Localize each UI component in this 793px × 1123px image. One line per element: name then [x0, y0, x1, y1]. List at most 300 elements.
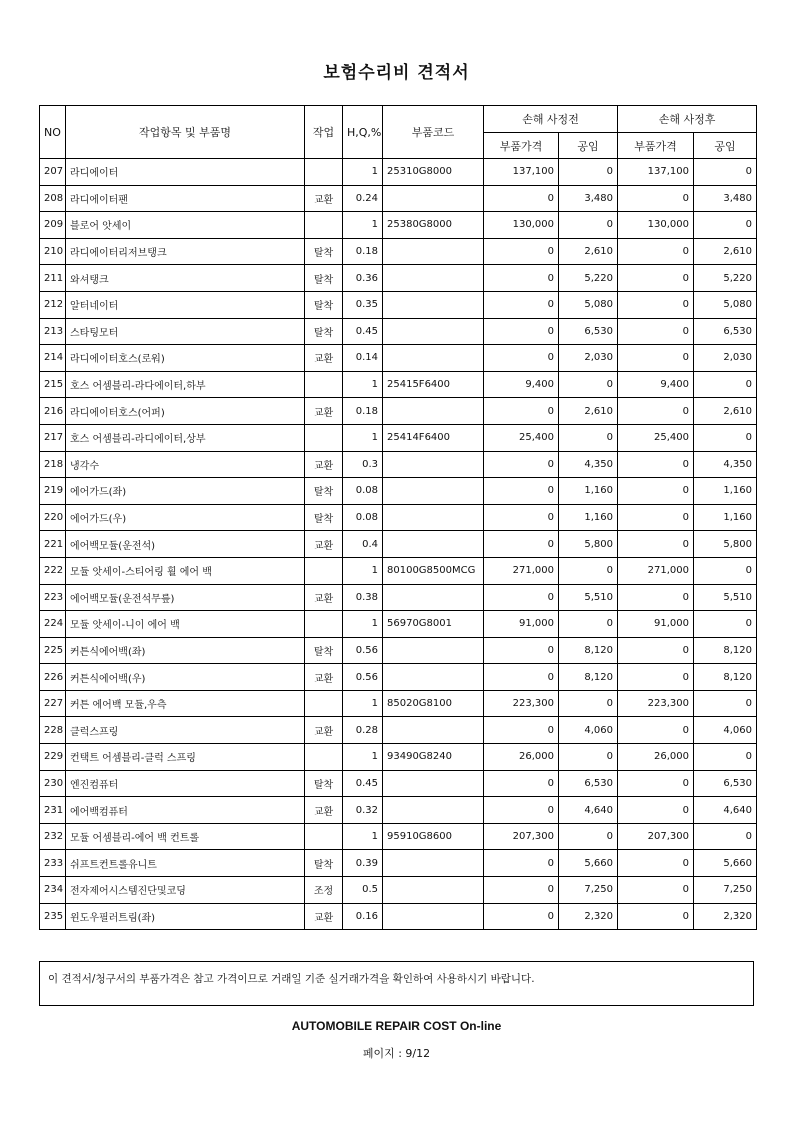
- row-before-labor: 0: [559, 159, 618, 186]
- table-row: [40, 690, 757, 717]
- row-hq: 0.56: [343, 664, 383, 691]
- row-work: 탈착: [305, 291, 343, 318]
- row-part-code: 56970G8001: [383, 611, 484, 638]
- row-part-code: [383, 318, 484, 345]
- row-after-part-price: 0: [618, 531, 694, 558]
- header-no: NO: [40, 106, 66, 159]
- row-item-name: 커튼 에어백 모듈,우측: [66, 690, 305, 717]
- row-part-code: [383, 398, 484, 425]
- row-no: 225: [40, 637, 66, 664]
- row-work: 교환: [305, 185, 343, 212]
- row-hq: 0.08: [343, 504, 383, 531]
- row-before-labor: 6,530: [559, 770, 618, 797]
- footer-service-name: AUTOMOBILE REPAIR COST On-line: [291, 1019, 502, 1033]
- table-row: [40, 345, 757, 372]
- row-item-name: 엔진컴퓨터: [66, 770, 305, 797]
- row-work: 교환: [305, 345, 343, 372]
- row-item-name: 알터네이터: [66, 291, 305, 318]
- header-work: 작업: [305, 106, 343, 159]
- row-after-labor: 2,610: [694, 238, 757, 265]
- row-before-part-price: 91,000: [484, 611, 559, 638]
- row-part-code: [383, 770, 484, 797]
- row-no: 231: [40, 797, 66, 824]
- row-after-labor: 8,120: [694, 664, 757, 691]
- row-before-part-price: 0: [484, 903, 559, 930]
- row-before-labor: 2,320: [559, 903, 618, 930]
- row-after-part-price: 0: [618, 478, 694, 505]
- row-before-labor: 1,160: [559, 504, 618, 531]
- row-before-part-price: 0: [484, 345, 559, 372]
- row-after-labor: 0: [694, 690, 757, 717]
- row-before-part-price: 0: [484, 531, 559, 558]
- document-title: 보험수리비 견적서: [323, 63, 470, 83]
- row-after-part-price: 0: [618, 291, 694, 318]
- price-notice: [39, 961, 754, 1006]
- row-item-name: 와셔탱크: [66, 265, 305, 292]
- row-before-labor: 0: [559, 212, 618, 239]
- table-row: [40, 504, 757, 531]
- row-item-name: 에어백모듈(운전석): [66, 531, 305, 558]
- row-no: 222: [40, 557, 66, 584]
- row-before-labor: 0: [559, 557, 618, 584]
- row-after-labor: 2,320: [694, 903, 757, 930]
- table-row: [40, 584, 757, 611]
- header-hq: H,Q,%: [343, 106, 383, 159]
- row-after-part-price: 0: [618, 797, 694, 824]
- row-hq: 0.08: [343, 478, 383, 505]
- row-before-part-price: 0: [484, 291, 559, 318]
- table-row: [40, 451, 757, 478]
- row-item-name: 에어가드(좌): [66, 478, 305, 505]
- row-item-name: 쉬프트컨트롤유니트: [66, 850, 305, 877]
- row-work: [305, 557, 343, 584]
- row-no: 230: [40, 770, 66, 797]
- table-row: [40, 478, 757, 505]
- row-after-part-price: 0: [618, 664, 694, 691]
- row-part-code: 25415F6400: [383, 371, 484, 398]
- row-before-part-price: 26,000: [484, 744, 559, 771]
- row-no: 226: [40, 664, 66, 691]
- row-after-labor: 0: [694, 424, 757, 451]
- table-row: [40, 877, 757, 904]
- row-after-part-price: 0: [618, 770, 694, 797]
- row-hq: 1: [343, 744, 383, 771]
- header-after-adjustment: 손해 사정후: [618, 106, 757, 133]
- row-no: 212: [40, 291, 66, 318]
- row-before-part-price: 0: [484, 717, 559, 744]
- table-row: [40, 744, 757, 771]
- row-before-part-price: 0: [484, 265, 559, 292]
- row-before-labor: 4,350: [559, 451, 618, 478]
- row-item-name: 에어백모듈(운전석무릎): [66, 584, 305, 611]
- row-after-labor: 5,510: [694, 584, 757, 611]
- row-item-name: 블로어 앗세이: [66, 212, 305, 239]
- header-item: 작업항목 및 부품명: [66, 106, 305, 159]
- row-part-code: 25414F6400: [383, 424, 484, 451]
- row-hq: 0.5: [343, 877, 383, 904]
- row-part-code: [383, 531, 484, 558]
- table-row: [40, 238, 757, 265]
- row-work: 탈착: [305, 850, 343, 877]
- row-hq: 0.36: [343, 265, 383, 292]
- row-before-part-price: 9,400: [484, 371, 559, 398]
- row-before-part-price: 0: [484, 770, 559, 797]
- row-no: 207: [40, 159, 66, 186]
- row-no: 234: [40, 877, 66, 904]
- row-item-name: 윈도우필러트림(좌): [66, 903, 305, 930]
- row-hq: 1: [343, 557, 383, 584]
- row-before-labor: 0: [559, 823, 618, 850]
- row-hq: 0.56: [343, 637, 383, 664]
- row-after-part-price: 223,300: [618, 690, 694, 717]
- row-after-part-price: 0: [618, 850, 694, 877]
- row-before-part-price: 0: [484, 797, 559, 824]
- row-no: 219: [40, 478, 66, 505]
- row-part-code: 93490G8240: [383, 744, 484, 771]
- row-before-part-price: 25,400: [484, 424, 559, 451]
- row-no: 235: [40, 903, 66, 930]
- row-hq: 0.3: [343, 451, 383, 478]
- row-work: 탈착: [305, 265, 343, 292]
- row-after-part-price: 0: [618, 584, 694, 611]
- row-no: 216: [40, 398, 66, 425]
- row-after-part-price: 25,400: [618, 424, 694, 451]
- table-row: [40, 903, 757, 930]
- row-before-part-price: 0: [484, 238, 559, 265]
- header-part-code: 부품코드: [383, 106, 484, 159]
- row-after-labor: 0: [694, 159, 757, 186]
- row-hq: 0.45: [343, 770, 383, 797]
- row-hq: 0.39: [343, 850, 383, 877]
- row-after-labor: 6,530: [694, 770, 757, 797]
- row-after-labor: 5,220: [694, 265, 757, 292]
- row-item-name: 라디에이터: [66, 159, 305, 186]
- table-row: [40, 797, 757, 824]
- row-hq: 1: [343, 212, 383, 239]
- row-item-name: 컨택트 어셈블리-클럭 스프링: [66, 744, 305, 771]
- row-before-labor: 4,640: [559, 797, 618, 824]
- row-work: [305, 212, 343, 239]
- row-part-code: [383, 797, 484, 824]
- row-after-labor: 1,160: [694, 504, 757, 531]
- row-before-part-price: 0: [484, 504, 559, 531]
- row-after-labor: 3,480: [694, 185, 757, 212]
- row-after-labor: 5,800: [694, 531, 757, 558]
- row-work: 탈착: [305, 478, 343, 505]
- row-before-part-price: 0: [484, 185, 559, 212]
- table-row: [40, 159, 757, 186]
- row-after-part-price: 0: [618, 265, 694, 292]
- row-work: [305, 744, 343, 771]
- row-hq: 1: [343, 371, 383, 398]
- row-before-labor: 2,030: [559, 345, 618, 372]
- row-after-part-price: 130,000: [618, 212, 694, 239]
- row-before-part-price: 0: [484, 478, 559, 505]
- row-part-code: [383, 504, 484, 531]
- table-row: [40, 318, 757, 345]
- row-no: 228: [40, 717, 66, 744]
- row-work: 탈착: [305, 637, 343, 664]
- row-after-part-price: 137,100: [618, 159, 694, 186]
- table-row: [40, 531, 757, 558]
- header-before-labor: 공임: [559, 133, 618, 159]
- row-part-code: [383, 717, 484, 744]
- row-hq: 1: [343, 611, 383, 638]
- row-no: 218: [40, 451, 66, 478]
- row-item-name: 스타팅모터: [66, 318, 305, 345]
- row-item-name: 클럭스프링: [66, 717, 305, 744]
- row-part-code: [383, 664, 484, 691]
- row-after-labor: 0: [694, 744, 757, 771]
- table-row: [40, 770, 757, 797]
- estimate-rows: [40, 159, 757, 930]
- table-row: [40, 398, 757, 425]
- row-part-code: [383, 238, 484, 265]
- row-work: 교환: [305, 664, 343, 691]
- table-row: [40, 265, 757, 292]
- row-part-code: 80100G8500MCG: [383, 557, 484, 584]
- row-item-name: 라디에이터호스(어퍼): [66, 398, 305, 425]
- row-after-labor: 4,640: [694, 797, 757, 824]
- row-before-part-price: 0: [484, 451, 559, 478]
- row-hq: 0.45: [343, 318, 383, 345]
- row-before-labor: 2,610: [559, 398, 618, 425]
- row-hq: 0.24: [343, 185, 383, 212]
- row-after-part-price: 0: [618, 451, 694, 478]
- row-item-name: 모듈 어셈블리-에어 백 컨트롤: [66, 823, 305, 850]
- row-after-labor: 0: [694, 371, 757, 398]
- row-after-part-price: 0: [618, 238, 694, 265]
- table-row: [40, 371, 757, 398]
- row-no: 217: [40, 424, 66, 451]
- row-before-labor: 0: [559, 424, 618, 451]
- row-item-name: 호스 어셈블리-라디에이터,상부: [66, 424, 305, 451]
- row-after-labor: 8,120: [694, 637, 757, 664]
- row-after-labor: 2,030: [694, 345, 757, 372]
- row-after-labor: 4,060: [694, 717, 757, 744]
- row-after-labor: 5,660: [694, 850, 757, 877]
- row-item-name: 호스 어셈블리-라다에이터,하부: [66, 371, 305, 398]
- table-row: [40, 557, 757, 584]
- row-no: 209: [40, 212, 66, 239]
- row-after-labor: 1,160: [694, 478, 757, 505]
- table-row: [40, 850, 757, 877]
- row-work: 탈착: [305, 504, 343, 531]
- table-row: [40, 823, 757, 850]
- row-work: [305, 424, 343, 451]
- row-hq: 1: [343, 690, 383, 717]
- row-before-labor: 1,160: [559, 478, 618, 505]
- row-before-part-price: 223,300: [484, 690, 559, 717]
- row-item-name: 모듈 앗세이-니이 에어 백: [66, 611, 305, 638]
- row-before-labor: 0: [559, 690, 618, 717]
- row-work: 교환: [305, 398, 343, 425]
- row-after-part-price: 207,300: [618, 823, 694, 850]
- row-before-labor: 6,530: [559, 318, 618, 345]
- row-after-labor: 5,080: [694, 291, 757, 318]
- table-row: [40, 291, 757, 318]
- row-before-part-price: 0: [484, 637, 559, 664]
- row-after-labor: 0: [694, 823, 757, 850]
- row-work: 교환: [305, 903, 343, 930]
- row-no: 233: [40, 850, 66, 877]
- row-hq: 0.16: [343, 903, 383, 930]
- row-hq: 0.18: [343, 398, 383, 425]
- row-part-code: [383, 185, 484, 212]
- row-part-code: [383, 584, 484, 611]
- row-part-code: [383, 903, 484, 930]
- row-hq: 0.28: [343, 717, 383, 744]
- row-no: 210: [40, 238, 66, 265]
- row-after-part-price: 0: [618, 903, 694, 930]
- row-after-labor: 7,250: [694, 877, 757, 904]
- row-work: 조정: [305, 877, 343, 904]
- row-no: 211: [40, 265, 66, 292]
- row-after-part-price: 0: [618, 318, 694, 345]
- row-before-labor: 5,220: [559, 265, 618, 292]
- table-row: [40, 611, 757, 638]
- row-before-labor: 4,060: [559, 717, 618, 744]
- row-before-part-price: 271,000: [484, 557, 559, 584]
- table-row: [40, 664, 757, 691]
- row-no: 224: [40, 611, 66, 638]
- row-hq: 0.38: [343, 584, 383, 611]
- row-work: 탈착: [305, 238, 343, 265]
- row-item-name: 라디에이터리저브탱크: [66, 238, 305, 265]
- row-hq: 0.14: [343, 345, 383, 372]
- header-after-part-price: 부품가격: [618, 133, 694, 159]
- row-hq: 0.35: [343, 291, 383, 318]
- table-row: [40, 424, 757, 451]
- row-before-labor: 0: [559, 371, 618, 398]
- row-after-part-price: 0: [618, 717, 694, 744]
- row-before-labor: 0: [559, 611, 618, 638]
- header-before-part-price: 부품가격: [484, 133, 559, 159]
- row-item-name: 커튼식에어백(좌): [66, 637, 305, 664]
- row-no: 229: [40, 744, 66, 771]
- row-part-code: [383, 345, 484, 372]
- row-before-labor: 8,120: [559, 664, 618, 691]
- row-hq: 0.32: [343, 797, 383, 824]
- row-work: 탈착: [305, 318, 343, 345]
- row-no: 227: [40, 690, 66, 717]
- price-notice-text: 이 견적서/청구서의 부품가격은 참고 가격이므로 거래일 기준 실거래가격을 확인하여 사용하시기 바랍니다.: [48, 973, 535, 985]
- row-after-labor: 0: [694, 611, 757, 638]
- page-number: 페이지 : 9/12: [362, 1047, 431, 1060]
- row-work: 탈착: [305, 770, 343, 797]
- row-after-labor: 0: [694, 557, 757, 584]
- row-no: 208: [40, 185, 66, 212]
- row-item-name: 라디에이터팬: [66, 185, 305, 212]
- row-before-part-price: 207,300: [484, 823, 559, 850]
- header-after-labor: 공임: [694, 133, 757, 159]
- row-part-code: [383, 265, 484, 292]
- row-hq: 1: [343, 159, 383, 186]
- row-item-name: 전자제어시스템진단및코딩: [66, 877, 305, 904]
- row-no: 223: [40, 584, 66, 611]
- row-before-labor: 8,120: [559, 637, 618, 664]
- row-after-labor: 4,350: [694, 451, 757, 478]
- row-part-code: [383, 877, 484, 904]
- row-work: 교환: [305, 451, 343, 478]
- row-work: [305, 823, 343, 850]
- row-work: 교환: [305, 717, 343, 744]
- row-after-part-price: 0: [618, 185, 694, 212]
- row-work: 교환: [305, 531, 343, 558]
- row-no: 221: [40, 531, 66, 558]
- row-before-part-price: 130,000: [484, 212, 559, 239]
- row-part-code: 25310G8000: [383, 159, 484, 186]
- row-after-labor: 0: [694, 212, 757, 239]
- row-after-part-price: 91,000: [618, 611, 694, 638]
- row-before-labor: 5,660: [559, 850, 618, 877]
- row-part-code: 25380G8000: [383, 212, 484, 239]
- row-no: 220: [40, 504, 66, 531]
- row-work: [305, 611, 343, 638]
- row-after-part-price: 9,400: [618, 371, 694, 398]
- row-before-part-price: 137,100: [484, 159, 559, 186]
- row-before-labor: 7,250: [559, 877, 618, 904]
- row-after-labor: 2,610: [694, 398, 757, 425]
- row-work: 교환: [305, 797, 343, 824]
- row-hq: 1: [343, 823, 383, 850]
- row-item-name: 에어가드(우): [66, 504, 305, 531]
- row-item-name: 커튼식에어백(우): [66, 664, 305, 691]
- row-no: 214: [40, 345, 66, 372]
- row-before-part-price: 0: [484, 318, 559, 345]
- row-before-labor: 5,510: [559, 584, 618, 611]
- table-row: [40, 212, 757, 239]
- row-no: 213: [40, 318, 66, 345]
- row-work: [305, 371, 343, 398]
- row-part-code: 95910G8600: [383, 823, 484, 850]
- row-before-labor: 3,480: [559, 185, 618, 212]
- table-row: [40, 637, 757, 664]
- row-item-name: 모듈 앗세이-스티어링 휠 에어 백: [66, 557, 305, 584]
- row-before-part-price: 0: [484, 584, 559, 611]
- row-item-name: 냉각수: [66, 451, 305, 478]
- row-after-part-price: 0: [618, 345, 694, 372]
- row-work: [305, 159, 343, 186]
- row-before-part-price: 0: [484, 877, 559, 904]
- row-before-labor: 2,610: [559, 238, 618, 265]
- row-hq: 0.18: [343, 238, 383, 265]
- row-part-code: [383, 451, 484, 478]
- estimate-table: [39, 105, 757, 930]
- row-after-part-price: 0: [618, 877, 694, 904]
- row-after-part-price: 271,000: [618, 557, 694, 584]
- row-before-labor: 5,800: [559, 531, 618, 558]
- row-before-part-price: 0: [484, 398, 559, 425]
- row-hq: 1: [343, 424, 383, 451]
- row-after-part-price: 0: [618, 504, 694, 531]
- table-row: [40, 185, 757, 212]
- row-hq: 0.4: [343, 531, 383, 558]
- header-before-adjustment: 손해 사정전: [484, 106, 618, 133]
- row-after-labor: 6,530: [694, 318, 757, 345]
- row-part-code: [383, 850, 484, 877]
- row-before-labor: 5,080: [559, 291, 618, 318]
- row-work: [305, 690, 343, 717]
- row-after-part-price: 0: [618, 398, 694, 425]
- row-part-code: [383, 291, 484, 318]
- row-no: 215: [40, 371, 66, 398]
- row-part-code: [383, 478, 484, 505]
- row-before-part-price: 0: [484, 664, 559, 691]
- row-item-name: 라디에이터호스(로워): [66, 345, 305, 372]
- row-item-name: 에어백컴퓨터: [66, 797, 305, 824]
- table-row: [40, 717, 757, 744]
